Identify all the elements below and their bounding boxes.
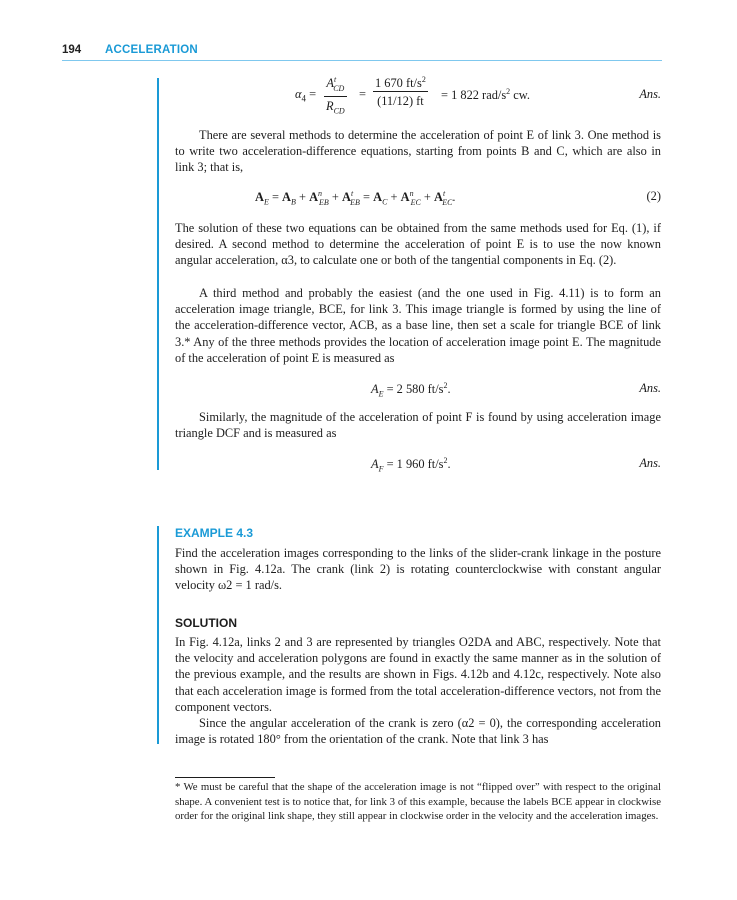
page-header [62,44,662,61]
equation-2: $A_E = A_B + A^n_{EB} + A^t_{EB} = A_C + A^n_{EC} + A^t_{EC}$. (2) [255,189,661,207]
solution-title: SOLUTION [175,616,237,630]
example-text: Find the acceleration images corresponding to the links of the slider-crank linkage in the posture shown in Fig. 4.12a. The crank (link 2) is rotating counterclockwise with constant angular velocity ω2 = 1 rad/s. [175,546,661,593]
equation-af: $A_F = 1$ 960 $ft/s^2$. Ans. [371,456,661,474]
footnote: * We must be careful that the shape of the acceleration image is not “flipped over” with respect to the original shape. A convenient test is to notice that, for link 3 of this example, because the labels BCE appear in clockwise order for the original link shape, they still appear in clockwise order in the velocity and the acceleration images. [175,781,661,823]
margin-bar-top [157,78,159,470]
running-head: ACCELERATION [105,44,198,56]
solution-paragraph-1: In Fig. 4.12a, links 2 and 3 are represented by triangles O2DA and ABC, respectively. Note that the velocity and acceleration polygons are found in exactly the same manner as in the solution of the previous example, and the results are shown in Figs. 4.12b and 4.12c, respectively. Note also that each acceleration image is formed from the total acceleration-difference vectors, not from the component vectors. [175,635,661,714]
footnote-rule [175,777,275,778]
ans-label: Ans. [639,87,661,101]
equation-number: (2) [646,189,661,203]
paragraph-third-method [175,285,661,366]
solution-paragraph-2: Since the angular acceleration of the crank is zero (α2 = 0), the corresponding acceleration image is rotated 180° from the orientation of the crank. Note that link 3 has [175,716,661,747]
example-title: EXAMPLE 4.3 [175,526,254,540]
ans-label: Ans. [639,456,661,470]
paragraph-point-f [175,409,661,441]
margin-bar-bottom [157,526,159,744]
paragraph-text: The solution of these two equations can be obtained from the same methods used for Eq. (1), if desired. A second method to determine the acceleration of point E is to use the now known angular acceleration, α3, to calculate one or both of the tangential components in Eq. (2). [175,221,661,268]
solution-body [175,634,661,747]
page-number: 194 [62,44,82,56]
paragraph-solution-methods [175,220,661,269]
example-statement [175,545,661,594]
paragraph-text: There are several methods to determine the acceleration of point E of link 3. One method is to write two acceleration-difference equations, starting from points B and C, which are also in link 3; that is, [175,128,661,175]
paragraph-text: Similarly, the magnitude of the acceleration of point F is found by using acceleration image triangle DCF and is measured as [175,410,661,441]
paragraph-text: A third method and probably the easiest (and the one used in Fig. 4.11) is to form an acceleration image triangle, BCE, for link 3. This image triangle is formed by using the line of the acceleration-difference vector, ACB, as a base line, then set a scale for triangle BCE of link 3.* Any of the three methods provides the location of acceleration image point E. The magnitude of the acceleration of point E is measured as [175,286,661,365]
ans-label: Ans. [639,381,661,395]
equation-ae: $A_E = 2$ 580 $ft/s^2$. Ans. [371,381,661,399]
paragraph-methods [175,127,661,176]
equation-alpha4: $\alpha_4$ = $\frac{A^t_{CD}}{R_{CD}}$ = $\frac{1 670 ft/s^2}{(11/12) ft}$ = 1 822 rad/$s^2$ cw. Ans. [175,72,661,116]
